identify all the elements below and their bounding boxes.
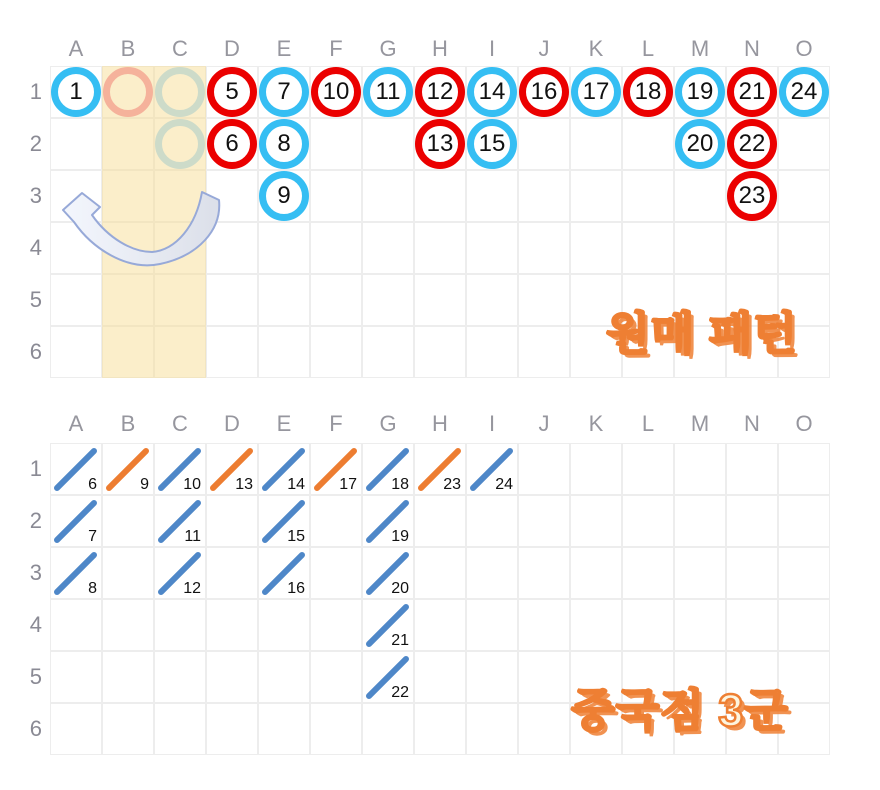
column-header-D: D [224,36,240,61]
column-headers [50,410,830,438]
grid-cell [362,274,414,326]
column-header-M: M [690,36,710,61]
grid-cell [570,118,622,170]
grid-cell [518,222,570,274]
grid-cell [102,599,154,651]
column-header-F: F [329,411,343,436]
grid-cell [466,703,518,755]
grid-cell [206,547,258,599]
grid-cell [466,222,518,274]
grid-cell [466,651,518,703]
slash-number: 15 [287,528,305,545]
grid-cell [518,274,570,326]
result-circle-blue-19: 19 [675,67,725,117]
grid-cell [518,547,570,599]
result-circle-red-13: 13 [415,119,465,169]
grid-cell [102,495,154,547]
grid-cell [258,274,310,326]
top-board-title: 원매 패턴 [606,308,798,359]
grid-cell [154,651,206,703]
grid-cell [466,547,518,599]
grid-cell [778,599,830,651]
slash-number: 24 [495,476,513,493]
grid-cell [206,274,258,326]
grid-cell [622,170,674,222]
grid-cell [778,495,830,547]
result-circle-blue-15: 15 [467,119,517,169]
column-header-D: D [224,411,240,436]
row-label-2: 2 [29,131,42,156]
grid-cell [50,326,102,378]
grid-cell [362,118,414,170]
slash-mark-slash-blue-15 [258,495,310,547]
grid-cell [362,326,414,378]
grid-cell [466,599,518,651]
grid-cell [674,170,726,222]
grid-cell [414,495,466,547]
grid-cell [362,703,414,755]
grid-cell [258,222,310,274]
slash-mark-slash-blue-6 [50,443,102,495]
slash-mark-slash-blue-8 [50,547,102,599]
grid-cell [414,599,466,651]
row-label-6: 6 [29,716,42,741]
grid-cell [466,170,518,222]
result-circle-blue-24: 24 [779,67,829,117]
column-header-L: L [641,36,655,61]
grid-cell [310,118,362,170]
grid-cell [50,274,102,326]
grid-cell [674,443,726,495]
grid-cell [466,274,518,326]
grid-cell [622,547,674,599]
slash-mark-slash-blue-7 [50,495,102,547]
grid-cell [674,222,726,274]
grid-cell [310,599,362,651]
slash-mark-slash-blue-21 [362,599,414,651]
grid-cell [362,170,414,222]
result-circle-blue-20: 20 [675,119,725,169]
column-header-G: G [379,411,397,436]
slash-number: 6 [88,476,97,493]
slash-mark-slash-blue-18 [362,443,414,495]
grid-cell [726,495,778,547]
grid-cell [310,703,362,755]
result-circle-blue-7: 7 [259,67,309,117]
slash-mark-slash-orange-23 [414,443,466,495]
grid-cell [622,222,674,274]
grid-cell [726,547,778,599]
grid-cell [362,222,414,274]
slash-number: 12 [183,580,201,597]
grid-cell [622,118,674,170]
slash-mark-slash-blue-24 [466,443,518,495]
column-header-L: L [641,411,655,436]
grid-cell [206,703,258,755]
column-header-N: N [744,36,760,61]
result-circle-red-22: 22 [727,119,777,169]
column-header-J: J [538,411,550,436]
column-header-K: K [588,411,604,436]
grid-cell [258,326,310,378]
grid-cell [50,222,102,274]
grid-cell [518,599,570,651]
grid-cell [206,170,258,222]
column-header-H: H [432,411,448,436]
result-circle-blue-9: 9 [259,171,309,221]
column-header-M: M [690,411,710,436]
slash-number: 14 [287,476,305,493]
slash-number: 23 [443,476,461,493]
grid-cell [778,222,830,274]
slash-mark-slash-blue-11 [154,495,206,547]
result-circle-red-6: 6 [207,119,257,169]
row-label-1: 1 [29,79,42,104]
grid-cell [570,495,622,547]
grid-cell [258,703,310,755]
result-circle-ghost-red [103,67,153,117]
result-circle-blue-11: 11 [363,67,413,117]
grid-cell [310,222,362,274]
grid-cell [570,547,622,599]
grid-cell [310,326,362,378]
result-circle-blue-17: 17 [571,67,621,117]
grid-cell [258,599,310,651]
result-circle-red-12: 12 [415,67,465,117]
grid-cell [310,547,362,599]
slash-number: 17 [339,476,357,493]
grid-cell [518,495,570,547]
result-circle-ghost-green [155,119,205,169]
grid-cell [102,651,154,703]
row-label-2: 2 [29,508,42,533]
bottom-board-title: 중국점 3군 [571,685,789,736]
slash-number: 9 [140,476,149,493]
row-label-3: 3 [29,560,42,585]
slash-mark-slash-blue-10 [154,443,206,495]
grid-cell [674,599,726,651]
column-header-A: A [68,411,84,436]
grid-cell [206,326,258,378]
result-circle-red-18: 18 [623,67,673,117]
grid-cell [102,547,154,599]
row-label-5: 5 [29,287,42,312]
row-label-1: 1 [29,456,42,481]
row-label-5: 5 [29,664,42,689]
column-header-E: E [276,36,292,61]
slash-number: 16 [287,580,305,597]
grid-cell [622,599,674,651]
row-label-3: 3 [29,183,42,208]
column-header-F: F [329,36,343,61]
result-circle-ghost-green [155,67,205,117]
result-circle-blue-8: 8 [259,119,309,169]
grid-cell [518,326,570,378]
column-header-A: A [68,36,84,61]
grid-cell [206,599,258,651]
grid-cell [310,170,362,222]
grid-cell [414,326,466,378]
column-header-C: C [172,36,188,61]
grid-cell [414,170,466,222]
result-circle-red-23: 23 [727,171,777,221]
grid-cell [570,170,622,222]
grid-cell [726,599,778,651]
column-header-B: B [120,411,136,436]
column-header-N: N [744,411,760,436]
grid-cell [518,118,570,170]
column-header-G: G [379,36,397,61]
grid-cell [778,547,830,599]
slash-number: 10 [183,476,201,493]
grid-cell [154,599,206,651]
grid-cell [518,170,570,222]
slash-mark-slash-orange-17 [310,443,362,495]
grid-cell [518,443,570,495]
column-header-H: H [432,36,448,61]
grid-cell [414,651,466,703]
result-circle-blue-14: 14 [467,67,517,117]
slash-mark-slash-blue-20 [362,547,414,599]
grid-cell [414,274,466,326]
result-circle-red-5: 5 [207,67,257,117]
row-label-6: 6 [29,339,42,364]
grid-cell [414,703,466,755]
slash-number: 19 [391,528,409,545]
grid-cell [102,703,154,755]
slash-number: 20 [391,580,409,597]
grid-cell [622,495,674,547]
grid-cell [310,651,362,703]
grid-cell [310,495,362,547]
column-header-B: B [120,36,136,61]
grid-cell [154,703,206,755]
grid-cell [726,443,778,495]
grid-cell [778,443,830,495]
slash-number: 7 [88,528,97,545]
grid-cell [674,547,726,599]
grid-cell [414,547,466,599]
slash-number: 8 [88,580,97,597]
grid-cell [466,326,518,378]
grid-cell [50,599,102,651]
grid-cell [50,170,102,222]
column-header-E: E [276,411,292,436]
column-header-O: O [795,411,813,436]
slash-mark-slash-blue-22 [362,651,414,703]
grid-cell [570,443,622,495]
slash-mark-slash-blue-12 [154,547,206,599]
result-circle-red-10: 10 [311,67,361,117]
slash-mark-slash-blue-16 [258,547,310,599]
row-label-4: 4 [29,612,42,637]
grid-cell [258,651,310,703]
grid-cell [778,170,830,222]
slash-mark-slash-blue-19 [362,495,414,547]
result-circle-red-21: 21 [727,67,777,117]
slash-mark-slash-orange-9 [102,443,154,495]
column-header-J: J [538,36,550,61]
column-header-C: C [172,411,188,436]
row-label-4: 4 [29,235,42,260]
result-circle-red-16: 16 [519,67,569,117]
slash-mark-slash-orange-13 [206,443,258,495]
slash-number: 18 [391,476,409,493]
grid-cell [310,274,362,326]
slash-number: 11 [184,528,201,545]
slash-mark-slash-blue-14 [258,443,310,495]
grid-cell [570,599,622,651]
grid-cell [570,222,622,274]
grid-cell [622,443,674,495]
result-circle-blue-1: 1 [51,67,101,117]
column-header-I: I [488,411,496,436]
grid-cell [778,118,830,170]
column-header-I: I [488,36,496,61]
slash-number: 21 [391,632,409,649]
grid-cell [414,222,466,274]
slash-number: 13 [235,476,253,493]
grid-cell [206,495,258,547]
column-headers [50,35,830,63]
grid-cell [206,222,258,274]
grid-cell [50,703,102,755]
column-header-K: K [588,36,604,61]
grid-cell [466,495,518,547]
grid-cell [50,651,102,703]
grid-cell [726,222,778,274]
grid-cell [674,495,726,547]
grid-cell [206,651,258,703]
column-header-O: O [795,36,813,61]
grid-cell [50,118,102,170]
slash-number: 22 [391,684,409,701]
